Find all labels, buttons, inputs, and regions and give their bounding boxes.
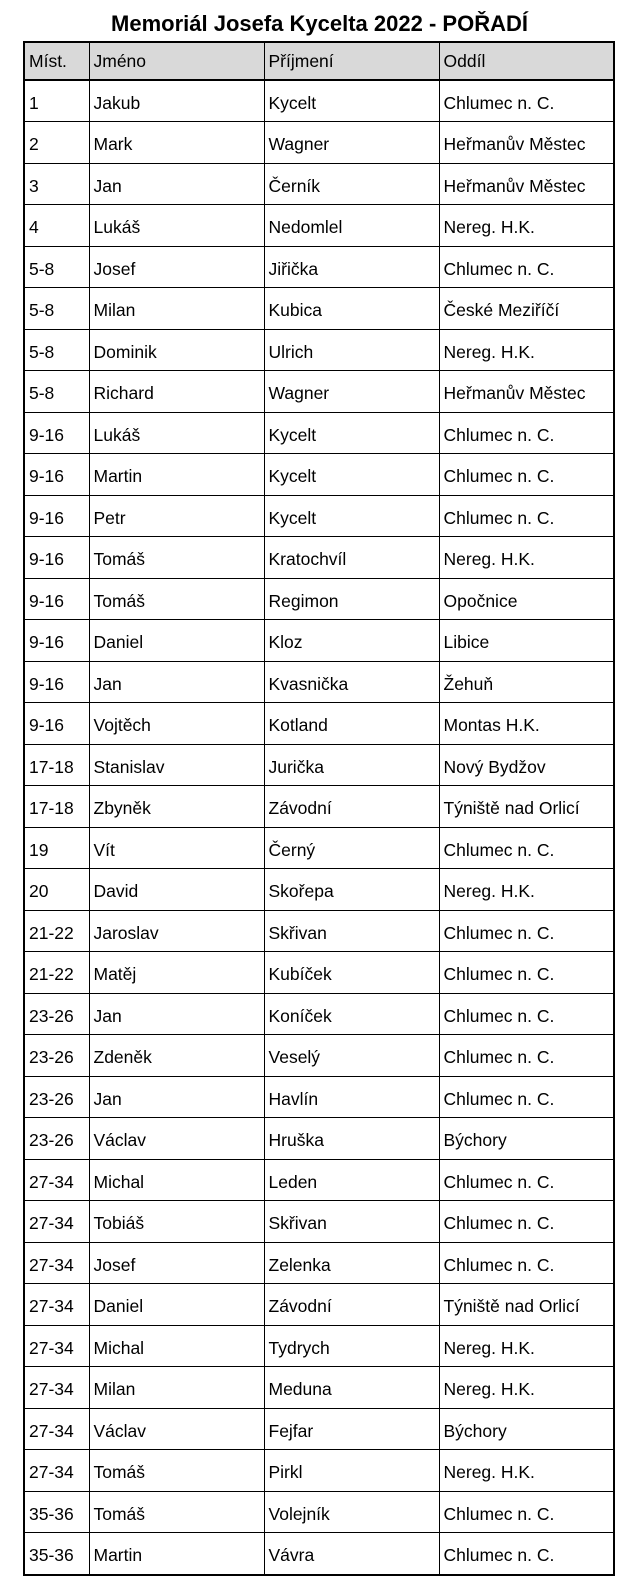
cell-place: 35-36 <box>24 1533 89 1576</box>
cell-place: 27-34 <box>24 1243 89 1284</box>
cell-club: Chlumec n. C. <box>439 828 614 869</box>
cell-club: Nereg. H.K. <box>439 330 614 371</box>
cell-last-name: Wagner <box>264 122 439 164</box>
cell-last-name: Wagner <box>264 371 439 413</box>
table-row <box>24 1533 614 1576</box>
cell-place: 23-26 <box>24 994 89 1035</box>
cell-first-name: Milan <box>89 1367 264 1409</box>
cell-place: 9-16 <box>24 579 89 620</box>
cell-club: Býchory <box>439 1118 614 1160</box>
cell-first-name: Stanislav <box>89 745 264 786</box>
cell-place: 5-8 <box>24 330 89 371</box>
cell-club: Týniště nad Orlicí <box>439 1284 614 1326</box>
cell-first-name: Lukáš <box>89 205 264 247</box>
cell-club: Heřmanův Městec <box>439 122 614 164</box>
cell-club: Chlumec n. C. <box>439 911 614 952</box>
cell-last-name: Hruška <box>264 1118 439 1160</box>
table-row <box>24 994 614 1035</box>
cell-club: Opočnice <box>439 579 614 620</box>
cell-last-name: Kycelt <box>264 454 439 496</box>
cell-place: 27-34 <box>24 1160 89 1201</box>
cell-place: 23-26 <box>24 1077 89 1118</box>
cell-place: 19 <box>24 828 89 869</box>
cell-club: Chlumec n. C. <box>439 1201 614 1243</box>
cell-last-name: Veselý <box>264 1035 439 1077</box>
cell-place: 4 <box>24 205 89 247</box>
cell-first-name: Matěj <box>89 952 264 994</box>
cell-club: Chlumec n. C. <box>439 247 614 288</box>
cell-club: Nereg. H.K. <box>439 1367 614 1409</box>
table-row <box>24 496 614 537</box>
cell-first-name: Daniel <box>89 620 264 662</box>
results-table <box>23 41 615 1576</box>
cell-club: Nereg. H.K. <box>439 1326 614 1367</box>
cell-club: Chlumec n. C. <box>439 1077 614 1118</box>
cell-first-name: Vojtěch <box>89 703 264 745</box>
table-row <box>24 122 614 164</box>
cell-last-name: Kvasnička <box>264 662 439 703</box>
cell-first-name: Jan <box>89 164 264 205</box>
table-row <box>24 1035 614 1077</box>
cell-first-name: Michal <box>89 1160 264 1201</box>
cell-club: Nový Bydžov <box>439 745 614 786</box>
cell-club: Chlumec n. C. <box>439 80 614 122</box>
table-row <box>24 1326 614 1367</box>
cell-last-name: Vávra <box>264 1533 439 1576</box>
cell-place: 9-16 <box>24 662 89 703</box>
table-body <box>24 80 614 1575</box>
cell-last-name: Kubica <box>264 288 439 330</box>
column-header-club: Oddíl <box>439 42 614 80</box>
cell-last-name: Meduna <box>264 1367 439 1409</box>
table-row <box>24 1284 614 1326</box>
cell-last-name: Fejfar <box>264 1409 439 1450</box>
cell-last-name: Kycelt <box>264 80 439 122</box>
cell-club: Týniště nad Orlicí <box>439 786 614 828</box>
cell-last-name: Tydrych <box>264 1326 439 1367</box>
cell-first-name: Daniel <box>89 1284 264 1326</box>
cell-first-name: Zbyněk <box>89 786 264 828</box>
page-title: Memoriál Josefa Kycelta 2022 - POŘADÍ <box>111 11 528 36</box>
cell-first-name: David <box>89 869 264 911</box>
cell-club: Chlumec n. C. <box>439 994 614 1035</box>
cell-place: 27-34 <box>24 1409 89 1450</box>
table-row <box>24 1077 614 1118</box>
cell-first-name: Dominik <box>89 330 264 371</box>
cell-first-name: Mark <box>89 122 264 164</box>
cell-first-name: Martin <box>89 1533 264 1576</box>
cell-place: 5-8 <box>24 247 89 288</box>
table-row <box>24 80 614 122</box>
table-row <box>24 454 614 496</box>
cell-place: 5-8 <box>24 371 89 413</box>
table-row <box>24 1243 614 1284</box>
cell-club: Nereg. H.K. <box>439 869 614 911</box>
cell-place: 1 <box>24 80 89 122</box>
cell-first-name: Josef <box>89 247 264 288</box>
cell-club: Heřmanův Městec <box>439 371 614 413</box>
cell-place: 20 <box>24 869 89 911</box>
cell-first-name: Richard <box>89 371 264 413</box>
cell-club: Žehuň <box>439 662 614 703</box>
table-row <box>24 745 614 786</box>
cell-first-name: Jan <box>89 662 264 703</box>
table-row <box>24 786 614 828</box>
table-row <box>24 371 614 413</box>
cell-club: Chlumec n. C. <box>439 413 614 454</box>
table-row <box>24 703 614 745</box>
cell-first-name: Zdeněk <box>89 1035 264 1077</box>
cell-first-name: Milan <box>89 288 264 330</box>
cell-club: Chlumec n. C. <box>439 1160 614 1201</box>
cell-last-name: Kycelt <box>264 496 439 537</box>
cell-club: Chlumec n. C. <box>439 952 614 994</box>
cell-place: 35-36 <box>24 1492 89 1533</box>
cell-last-name: Černý <box>264 828 439 869</box>
table-row <box>24 662 614 703</box>
cell-club: České Meziříčí <box>439 288 614 330</box>
cell-place: 27-34 <box>24 1284 89 1326</box>
cell-last-name: Skřivan <box>264 911 439 952</box>
cell-first-name: Tomáš <box>89 1450 264 1492</box>
cell-last-name: Pirkl <box>264 1450 439 1492</box>
cell-first-name: Vít <box>89 828 264 869</box>
cell-first-name: Josef <box>89 1243 264 1284</box>
table-row <box>24 952 614 994</box>
cell-first-name: Jan <box>89 994 264 1035</box>
cell-last-name: Koníček <box>264 994 439 1035</box>
cell-place: 27-34 <box>24 1450 89 1492</box>
column-header-last-name: Příjmení <box>264 42 439 80</box>
column-header-place: Míst. <box>24 42 89 80</box>
cell-first-name: Jaroslav <box>89 911 264 952</box>
cell-club: Nereg. H.K. <box>439 1450 614 1492</box>
cell-club: Chlumec n. C. <box>439 1243 614 1284</box>
cell-last-name: Černík <box>264 164 439 205</box>
cell-first-name: Jan <box>89 1077 264 1118</box>
cell-place: 23-26 <box>24 1118 89 1160</box>
cell-first-name: Tomáš <box>89 537 264 579</box>
cell-last-name: Kloz <box>264 620 439 662</box>
cell-last-name: Leden <box>264 1160 439 1201</box>
table-row <box>24 413 614 454</box>
cell-first-name: Václav <box>89 1409 264 1450</box>
table-row <box>24 288 614 330</box>
cell-last-name: Volejník <box>264 1492 439 1533</box>
cell-last-name: Jurička <box>264 745 439 786</box>
table-row <box>24 911 614 952</box>
cell-club: Heřmanův Městec <box>439 164 614 205</box>
cell-last-name: Skořepa <box>264 869 439 911</box>
cell-first-name: Petr <box>89 496 264 537</box>
table-row <box>24 579 614 620</box>
cell-club: Býchory <box>439 1409 614 1450</box>
table-row <box>24 1118 614 1160</box>
table-row <box>24 1367 614 1409</box>
table-row <box>24 828 614 869</box>
cell-club: Montas H.K. <box>439 703 614 745</box>
cell-place: 9-16 <box>24 454 89 496</box>
cell-place: 27-34 <box>24 1201 89 1243</box>
cell-last-name: Závodní <box>264 786 439 828</box>
cell-last-name: Kratochvíl <box>264 537 439 579</box>
cell-place: 9-16 <box>24 620 89 662</box>
cell-club: Chlumec n. C. <box>439 454 614 496</box>
column-header-first-name: Jméno <box>89 42 264 80</box>
table-row <box>24 1201 614 1243</box>
cell-last-name: Závodní <box>264 1284 439 1326</box>
cell-place: 9-16 <box>24 537 89 579</box>
cell-club: Nereg. H.K. <box>439 537 614 579</box>
cell-first-name: Tobiáš <box>89 1201 264 1243</box>
cell-first-name: Michal <box>89 1326 264 1367</box>
table-row <box>24 1160 614 1201</box>
cell-first-name: Jakub <box>89 80 264 122</box>
table-row <box>24 869 614 911</box>
cell-last-name: Kotland <box>264 703 439 745</box>
cell-last-name: Nedomlel <box>264 205 439 247</box>
cell-first-name: Václav <box>89 1118 264 1160</box>
table-row <box>24 537 614 579</box>
cell-last-name: Skřivan <box>264 1201 439 1243</box>
table-row <box>24 205 614 247</box>
cell-place: 17-18 <box>24 786 89 828</box>
header-row <box>24 42 614 80</box>
table-row <box>24 247 614 288</box>
cell-first-name: Tomáš <box>89 1492 264 1533</box>
cell-club: Chlumec n. C. <box>439 1035 614 1077</box>
cell-place: 23-26 <box>24 1035 89 1077</box>
table-row <box>24 1492 614 1533</box>
cell-last-name: Jiřička <box>264 247 439 288</box>
table-row <box>24 1409 614 1450</box>
cell-place: 5-8 <box>24 288 89 330</box>
cell-last-name: Kubíček <box>264 952 439 994</box>
cell-first-name: Tomáš <box>89 579 264 620</box>
cell-club: Chlumec n. C. <box>439 496 614 537</box>
cell-first-name: Martin <box>89 454 264 496</box>
cell-place: 9-16 <box>24 703 89 745</box>
cell-place: 17-18 <box>24 745 89 786</box>
table-row <box>24 1450 614 1492</box>
cell-last-name: Ulrich <box>264 330 439 371</box>
cell-club: Libice <box>439 620 614 662</box>
cell-club: Nereg. H.K. <box>439 205 614 247</box>
cell-club: Chlumec n. C. <box>439 1533 614 1576</box>
cell-place: 9-16 <box>24 413 89 454</box>
cell-club: Chlumec n. C. <box>439 1492 614 1533</box>
cell-last-name: Havlín <box>264 1077 439 1118</box>
cell-place: 21-22 <box>24 952 89 994</box>
cell-last-name: Regimon <box>264 579 439 620</box>
cell-last-name: Zelenka <box>264 1243 439 1284</box>
cell-place: 9-16 <box>24 496 89 537</box>
table-row <box>24 620 614 662</box>
cell-place: 2 <box>24 122 89 164</box>
cell-place: 27-34 <box>24 1326 89 1367</box>
table-row <box>24 330 614 371</box>
cell-last-name: Kycelt <box>264 413 439 454</box>
table-row <box>24 164 614 205</box>
cell-place: 27-34 <box>24 1367 89 1409</box>
cell-place: 21-22 <box>24 911 89 952</box>
cell-first-name: Lukáš <box>89 413 264 454</box>
cell-place: 3 <box>24 164 89 205</box>
